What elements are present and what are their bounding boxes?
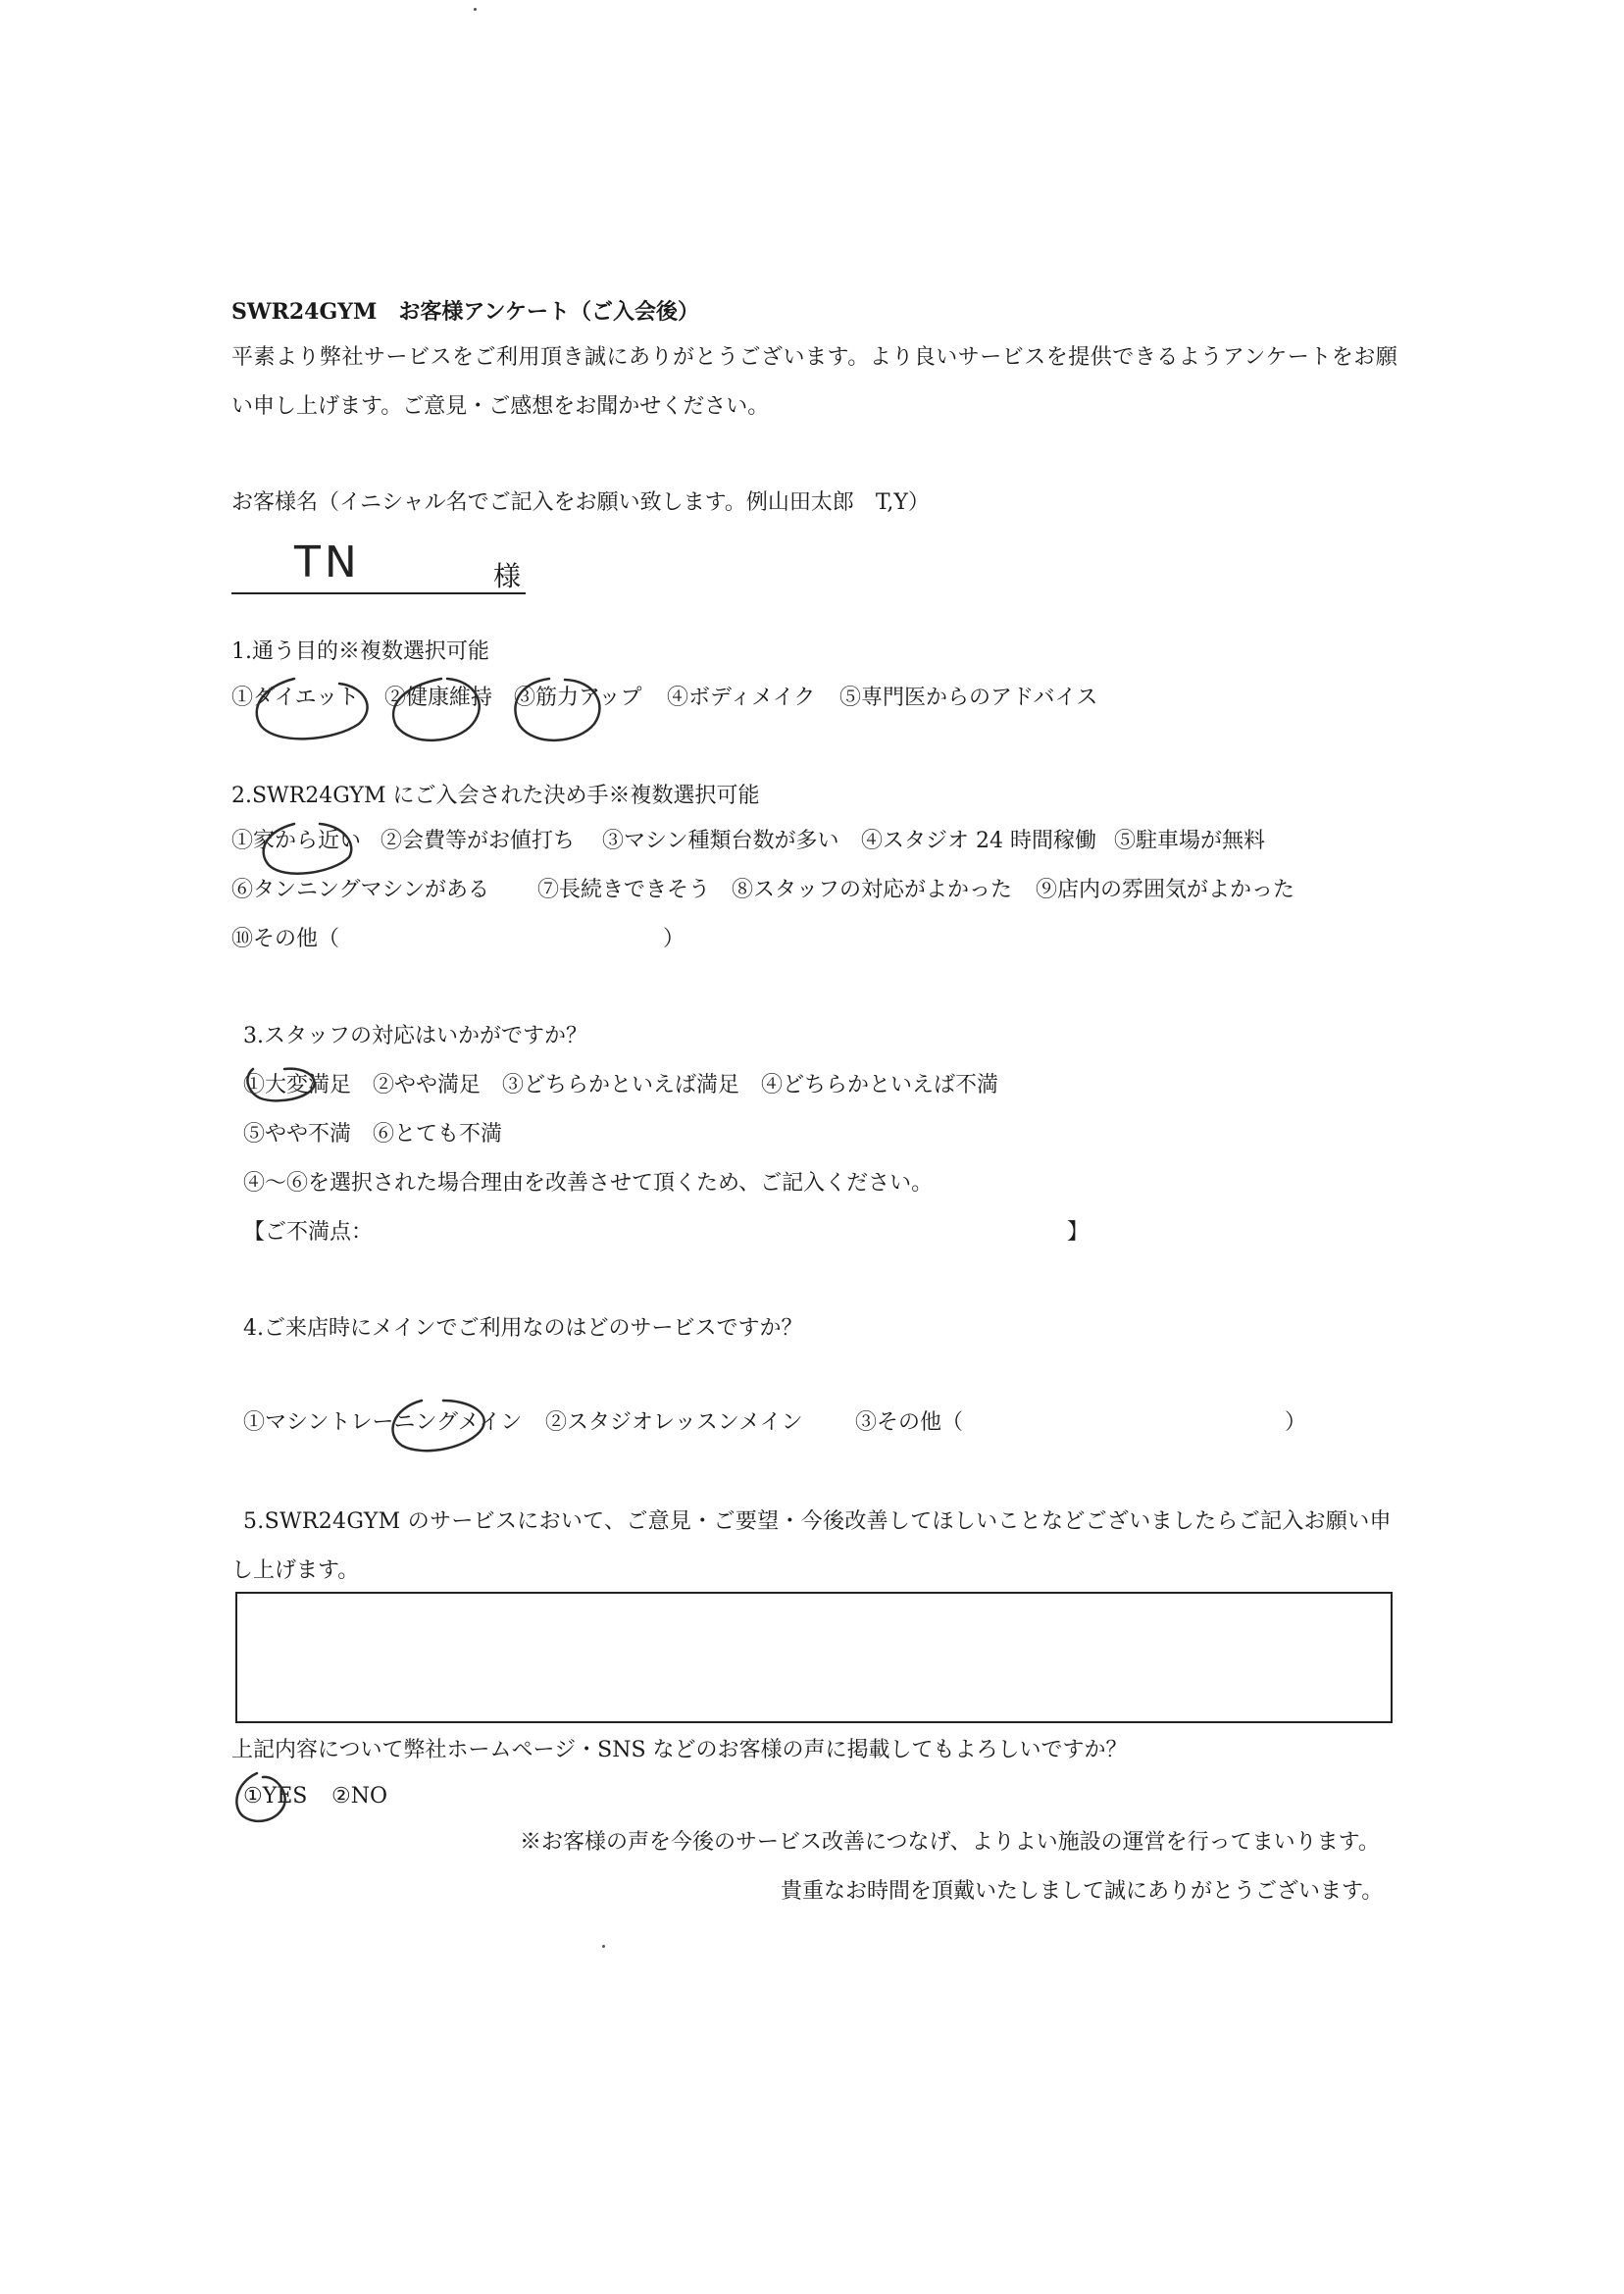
comment-box[interactable] <box>235 1592 1393 1723</box>
q3-question: 3.スタッフの対応はいかがですか？ <box>243 1024 587 1048</box>
q1-option-2[interactable]: ②健康維持 <box>384 686 493 710</box>
footer-thanks: 貴重なお時間を頂戴いたしまして誠にありがとうございます。 <box>781 1879 1384 1904</box>
q3-option-1[interactable]: ①大変満足 <box>243 1073 352 1097</box>
q4-question: 4.ご来店時にメインでご利用なのはどのサービスですか？ <box>243 1316 803 1341</box>
q2-option-8[interactable]: ⑧スタッフの対応がよかった <box>732 878 1013 902</box>
q1-option-4[interactable]: ④ボディメイク <box>667 686 816 710</box>
q3-complaint-label[interactable]: 【ご不満点： <box>243 1220 374 1245</box>
intro-text-line1: 平素より弊社サービスをご利用頂き誠にありがとうございます。より良いサービスを提供できるようアンケートをお願 <box>231 345 1398 370</box>
q4-option-3-label[interactable]: ③その他（ <box>855 1410 964 1435</box>
q3-option-5[interactable]: ⑤やや不満 <box>243 1122 352 1147</box>
q1-option-5[interactable]: ⑤専門医からのアドバイス <box>839 686 1098 710</box>
q3-complaint-close: 】 <box>1067 1220 1090 1245</box>
q3-option-4[interactable]: ④どちらかといえば不満 <box>761 1073 999 1097</box>
q5-question-line2: し上げます。 <box>231 1558 360 1583</box>
name-handwritten-value: TN <box>294 537 361 587</box>
name-underline <box>231 592 526 594</box>
q2-option-10-close: ） <box>663 927 685 951</box>
consent-question: 上記内容について弊社ホームページ・SNS などのお客様の声に掲載してもよろしいですか？ <box>231 1738 1128 1762</box>
consent-option-no[interactable]: ②NO <box>331 1784 388 1809</box>
consent-option-yes[interactable]: ①YES <box>243 1784 308 1809</box>
q3-option-2[interactable]: ②やや満足 <box>373 1073 482 1097</box>
q1-option-3[interactable]: ③筋力アップ <box>514 686 642 710</box>
q4-option-3-close: ） <box>1285 1410 1307 1435</box>
name-label: お客様名（イニシャル名でご記入をお願い致します。例山田太郎 T,Y） <box>231 490 930 515</box>
q2-option-7[interactable]: ⑦長続きできそう <box>537 878 711 902</box>
q4-option-1[interactable]: ①マシントレーニングメイン <box>243 1410 523 1435</box>
q1-option-1[interactable]: ①ダイエット <box>231 686 360 710</box>
q5-question-line1: 5.SWR24GYM のサービスにおいて、ご意見・ご要望・今後改善してほしいことなどございましたらご記入お願い申 <box>243 1509 1392 1534</box>
intro-text-line2: い申し上げます。ご意見・ご感想をお聞かせください。 <box>231 394 770 419</box>
survey-title: SWR24GYM お客様アンケート（ご入会後） <box>231 299 700 325</box>
q3-option-3[interactable]: ③どちらかといえば満足 <box>502 1073 740 1097</box>
q2-option-3[interactable]: ③マシン種類台数が多い <box>602 829 839 853</box>
q1-question: 1.通う目的※複数選択可能 <box>231 639 489 664</box>
q2-question: 2.SWR24GYM にご入会された決め手※複数選択可能 <box>231 784 760 808</box>
q2-option-4[interactable]: ④スタジオ 24 時間稼働 <box>861 829 1096 853</box>
name-suffix: 様 <box>493 560 522 592</box>
footer-note: ※お客様の声を今後のサービス改善につなげ、よりよい施設の運営を行ってまいります。 <box>520 1830 1380 1855</box>
q2-option-1[interactable]: ①家から近い <box>231 829 362 853</box>
scan-speck <box>602 1945 605 1948</box>
q2-option-10-label[interactable]: ⑩その他（ <box>231 927 340 951</box>
q3-note: ④～⑥を選択された場合理由を改善させて頂くため、ご記入ください。 <box>243 1171 934 1196</box>
q4-option-2[interactable]: ②スタジオレッスンメイン <box>545 1410 803 1435</box>
q2-option-9[interactable]: ⑨店内の雰囲気がよかった <box>1036 878 1295 902</box>
q2-option-6[interactable]: ⑥タンニングマシンがある <box>231 878 490 902</box>
q3-option-6[interactable]: ⑥とても不満 <box>373 1122 503 1147</box>
q2-option-5[interactable]: ⑤駐車場が無料 <box>1114 829 1266 853</box>
scan-speck <box>474 8 477 11</box>
q2-option-2[interactable]: ②会費等がお値打ち <box>381 829 576 853</box>
